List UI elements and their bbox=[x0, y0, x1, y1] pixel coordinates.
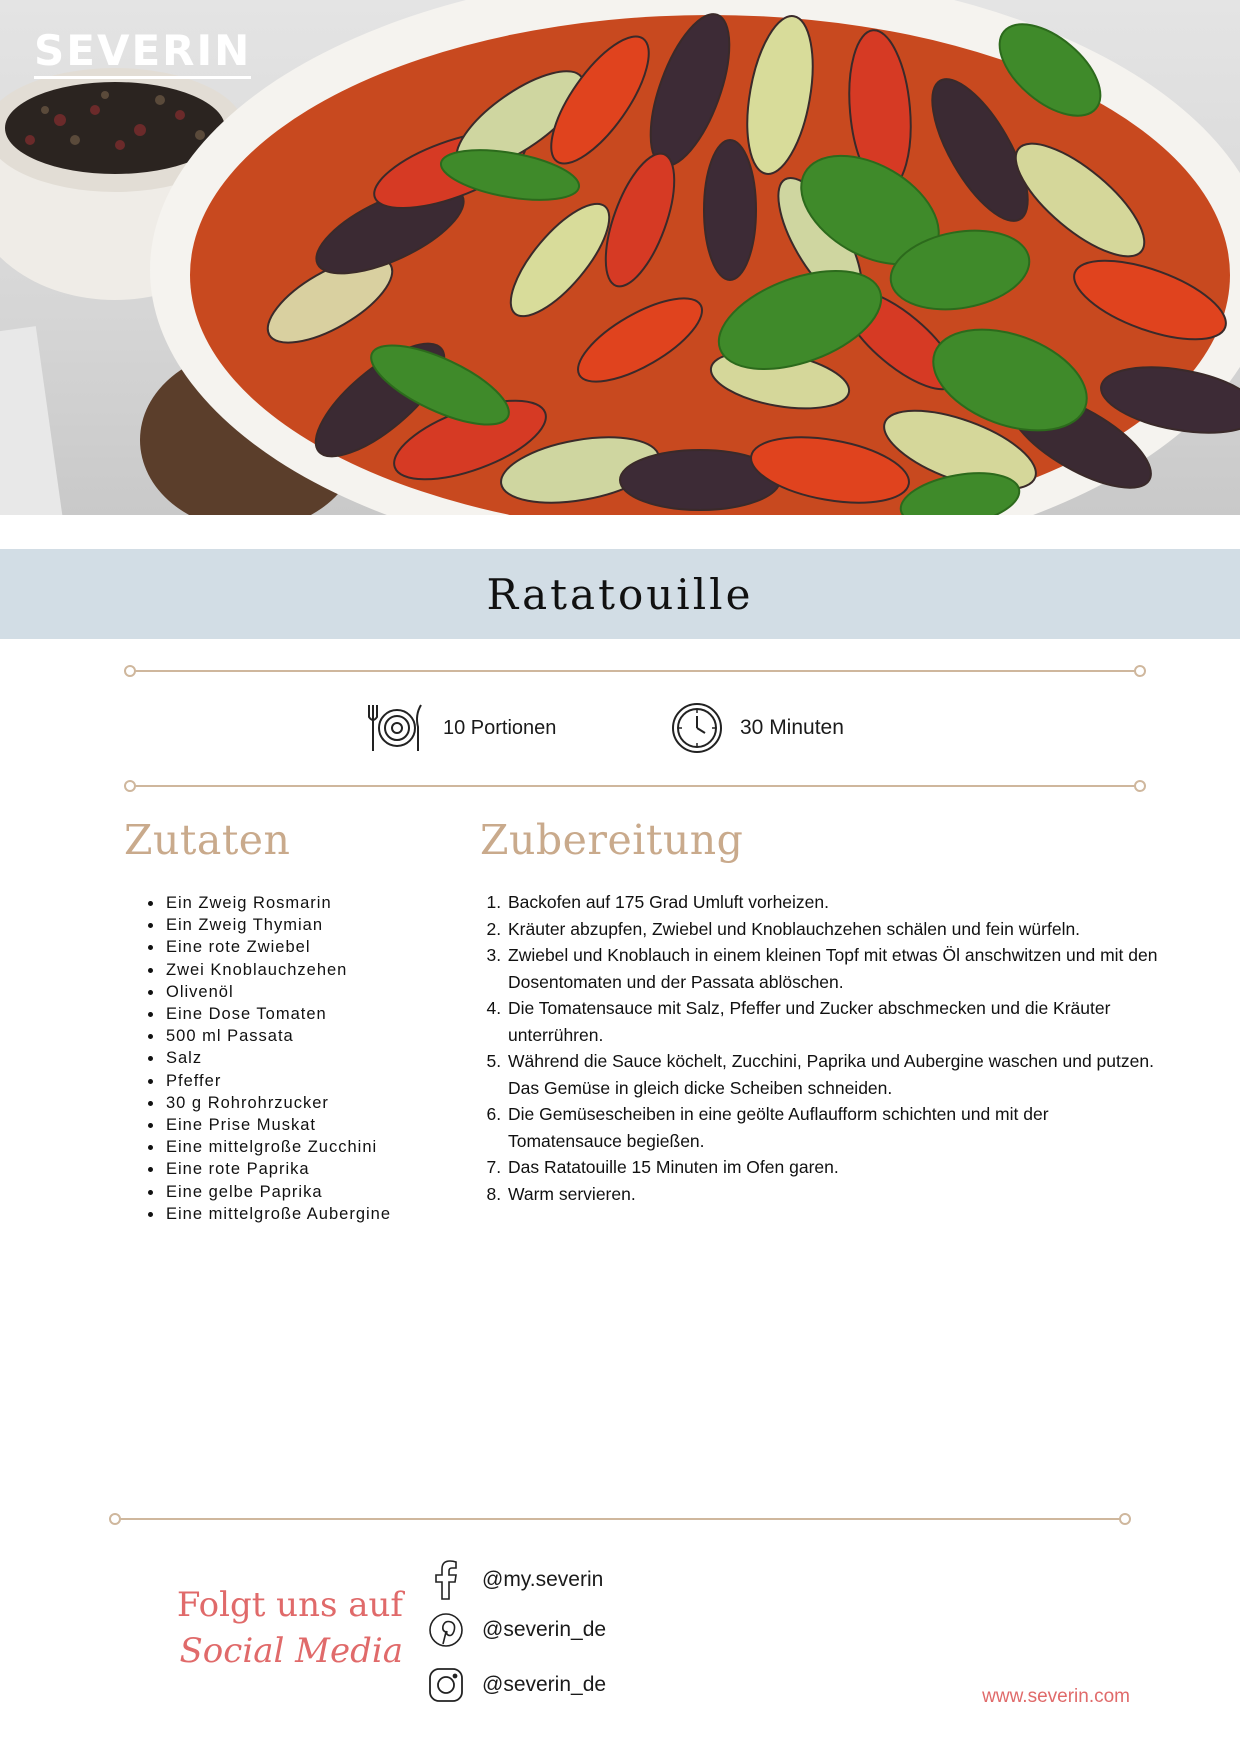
step-item: 7. Das Ratatouille 15 Minuten im Ofen garen. bbox=[506, 1154, 1166, 1181]
time-text: 30 Minuten bbox=[740, 716, 844, 739]
divider-middle bbox=[124, 780, 1146, 792]
social-instagram[interactable] bbox=[428, 1665, 606, 1705]
ingredients-list bbox=[140, 892, 391, 1225]
list-item: • Salz bbox=[164, 1047, 391, 1069]
step-item: 1. Backofen auf 175 Grad Umluft vorheizen. bbox=[506, 889, 1166, 916]
divider-top bbox=[124, 665, 1146, 677]
steps-heading: Zubereitung bbox=[480, 816, 744, 864]
list-item: • 30 g Rohrohrzucker bbox=[164, 1092, 391, 1114]
list-item: • Eine Prise Muskat bbox=[164, 1114, 391, 1136]
list-item: • Pfeffer bbox=[164, 1070, 391, 1092]
instagram-handle[interactable]: @severin_de bbox=[482, 1673, 607, 1696]
step-item: 2. Kräuter abzupfen, Zwiebel und Knoblauchzehen schälen und fein würfeln. bbox=[506, 916, 1166, 943]
facebook-icon[interactable] bbox=[428, 1560, 464, 1600]
pinterest-icon[interactable] bbox=[428, 1610, 464, 1650]
list-item: • Olivenöl bbox=[164, 981, 391, 1003]
follow-line-2: Social Media bbox=[179, 1631, 403, 1671]
website-link[interactable]: www.severin.com bbox=[982, 1686, 1130, 1707]
title-band bbox=[0, 549, 1240, 639]
social-pinterest[interactable] bbox=[428, 1610, 606, 1650]
pinterest-handle[interactable]: @severin_de bbox=[482, 1618, 607, 1641]
step-item: 5. Während die Sauce köchelt, Zucchini, Paprika und Aubergine waschen und putzen. Das Gemüse in gleich dicke Scheiben schneiden. bbox=[506, 1048, 1166, 1101]
list-item: • 500 ml Passata bbox=[164, 1025, 391, 1047]
list-item: • Zwei Knoblauchzehen bbox=[164, 959, 391, 981]
step-item: 3. Zwiebel und Knoblauch in einem kleinen Topf mit etwas Öl anschwitzen und mit den Dosentomaten und der Passata ablöschen. bbox=[506, 942, 1166, 995]
follow-line-1: Folgt uns auf bbox=[176, 1585, 403, 1625]
step-item: 4. Die Tomatensauce mit Salz, Pfeffer und Zucker abschmecken und die Kräuter unterrühren. bbox=[506, 995, 1166, 1048]
clock-icon bbox=[670, 701, 724, 755]
list-item: • Eine mittelgroße Aubergine bbox=[164, 1203, 391, 1225]
portions-info bbox=[367, 700, 556, 756]
instagram-icon[interactable] bbox=[428, 1665, 464, 1705]
list-item: • Ein Zweig Rosmarin bbox=[164, 892, 391, 914]
hero-photo bbox=[0, 0, 1240, 515]
list-item: • Eine rote Paprika bbox=[164, 1158, 391, 1180]
time-info bbox=[670, 700, 844, 756]
follow-us-text bbox=[150, 1582, 403, 1674]
social-facebook[interactable] bbox=[428, 1560, 603, 1600]
list-item: • Eine mittelgroße Zucchini bbox=[164, 1136, 391, 1158]
facebook-handle[interactable]: @my.severin bbox=[482, 1568, 604, 1591]
list-item: • Eine Dose Tomaten bbox=[164, 1003, 391, 1025]
recipe-title: Ratatouille bbox=[486, 569, 754, 619]
plate-cutlery-icon bbox=[367, 701, 427, 755]
step-item: 6. Die Gemüsescheiben in eine geölte Auflaufform schichten und mit der Tomatensauce begießen. bbox=[506, 1101, 1166, 1154]
divider-footer bbox=[109, 1513, 1131, 1525]
steps-list bbox=[478, 889, 1166, 1207]
list-item: • Eine rote Zwiebel bbox=[164, 936, 391, 958]
list-item: • Eine gelbe Paprika bbox=[164, 1181, 391, 1203]
ingredients-heading: Zutaten bbox=[124, 816, 291, 864]
brand-logo[interactable]: SEVERIN bbox=[34, 30, 251, 79]
portions-text: 10 Portionen bbox=[443, 716, 557, 739]
list-item: • Ein Zweig Thymian bbox=[164, 914, 391, 936]
step-item: 8. Warm servieren. bbox=[506, 1181, 1166, 1208]
